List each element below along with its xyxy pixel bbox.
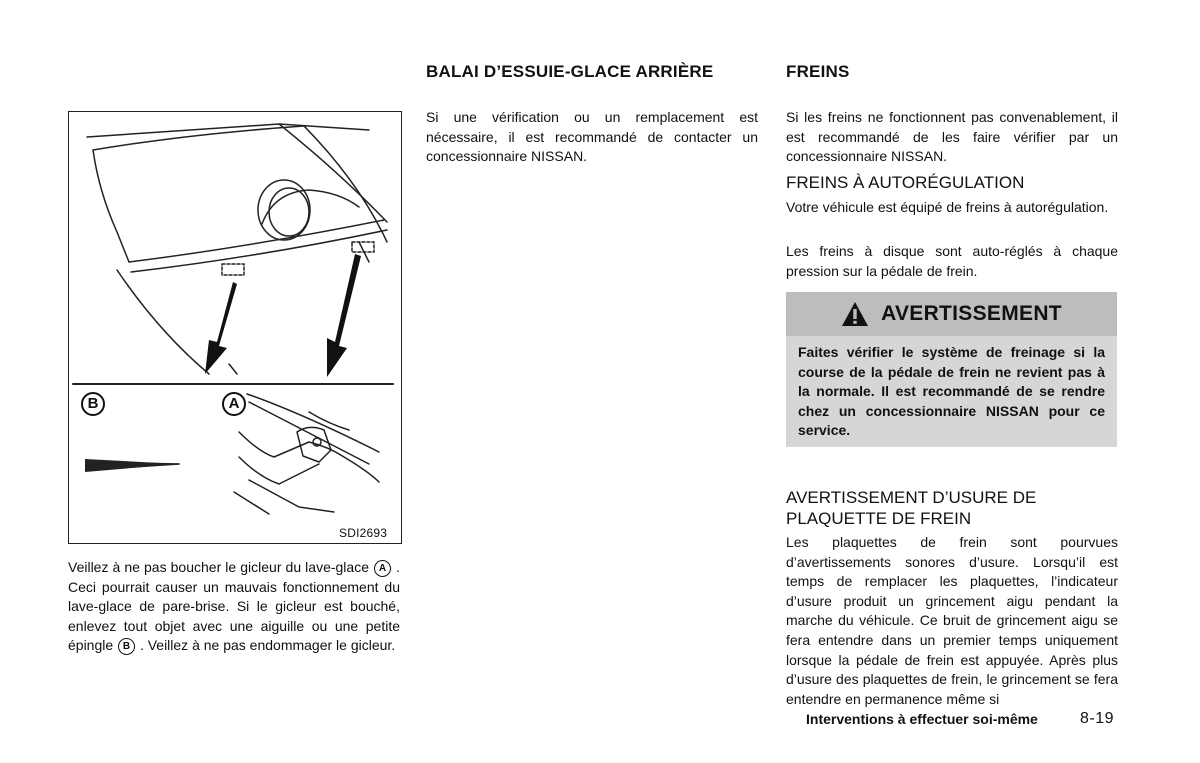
caption-part-1: Veillez à ne pas boucher le gicleur du lave-glace — [68, 559, 369, 575]
brakes-intro: Si les freins ne fonctionnent pas convenablement, il est recommandé de les faire vérifier par un concessionnaire NISSAN. — [786, 109, 1118, 165]
section-heading-brakes: FREINS — [786, 62, 850, 81]
warning-triangle-icon — [841, 301, 869, 327]
rear-wiper-paragraph: Si une vérification ou un remplacement est nécessaire, il est recommandé de contacter un concessionnaire NISSAN. — [426, 109, 758, 165]
subheading-pad-wear: AVERTISSEMENT D’USURE DE PLAQUETTE DE FREIN — [786, 488, 1037, 528]
self-adjusting-paragraph-2: Les freins à disque sont auto-réglés à chaque pression sur la pédale de frein. — [786, 243, 1118, 279]
figure-caption — [68, 558, 400, 656]
figure-code: SDI2693 — [339, 526, 388, 540]
caption-part-2: . Ceci pourrait causer un mauvais fonctionnement du lave-glace de pare-brise. Si le gicleur est bouché, enlevez tout objet avec une aiguille ou une petite épingle — [68, 559, 400, 654]
subheading-self-adjusting: FREINS À AUTORÉGULATION — [786, 173, 1025, 192]
washer-nozzle-figure — [68, 111, 402, 544]
warning-box — [786, 292, 1117, 447]
marker-b-label: B — [81, 392, 105, 416]
inline-marker-b: B — [118, 638, 135, 655]
footer-section-title: Interventions à effectuer soi-même — [806, 711, 1038, 727]
marker-a-label: A — [222, 392, 246, 416]
page-number: 8-19 — [1080, 710, 1115, 727]
warning-header — [786, 292, 1117, 336]
rear-window-illustration — [69, 112, 400, 542]
inline-marker-a: A — [374, 560, 391, 577]
warning-text: Faites vérifier le système de freinage si la course de la pédale de frein ne revient pas à la normale. Il est recommandé de se rendre chez un concessionnaire NISSAN pour ce service. — [786, 336, 1117, 447]
section-heading-rear-wiper: BALAI D’ESSUIE-GLACE ARRIÈRE — [426, 62, 714, 81]
caption-part-3: . Veillez à ne pas endommager le gicleur. — [139, 637, 396, 654]
self-adjusting-paragraph-1: Votre véhicule est équipé de freins à autorégulation. — [786, 199, 1109, 215]
pad-wear-paragraph: Les plaquettes de frein sont pourvues d’avertissements sonores d’usure. Lorsqu’il est temps de remplacer les plaquettes, l’indicateur d’usure produit un grincement aigu pendant la marche du véhicule. Ce bruit de grincement aigu se fera entendre dans un premier temps uniquement lorsque la pédale de frein est appuyée. Après plus d’usure des plaquettes de frein, le grincement se fera entendre en permanence même si — [786, 534, 1118, 707]
warning-title: AVERTISSEMENT — [881, 302, 1062, 325]
